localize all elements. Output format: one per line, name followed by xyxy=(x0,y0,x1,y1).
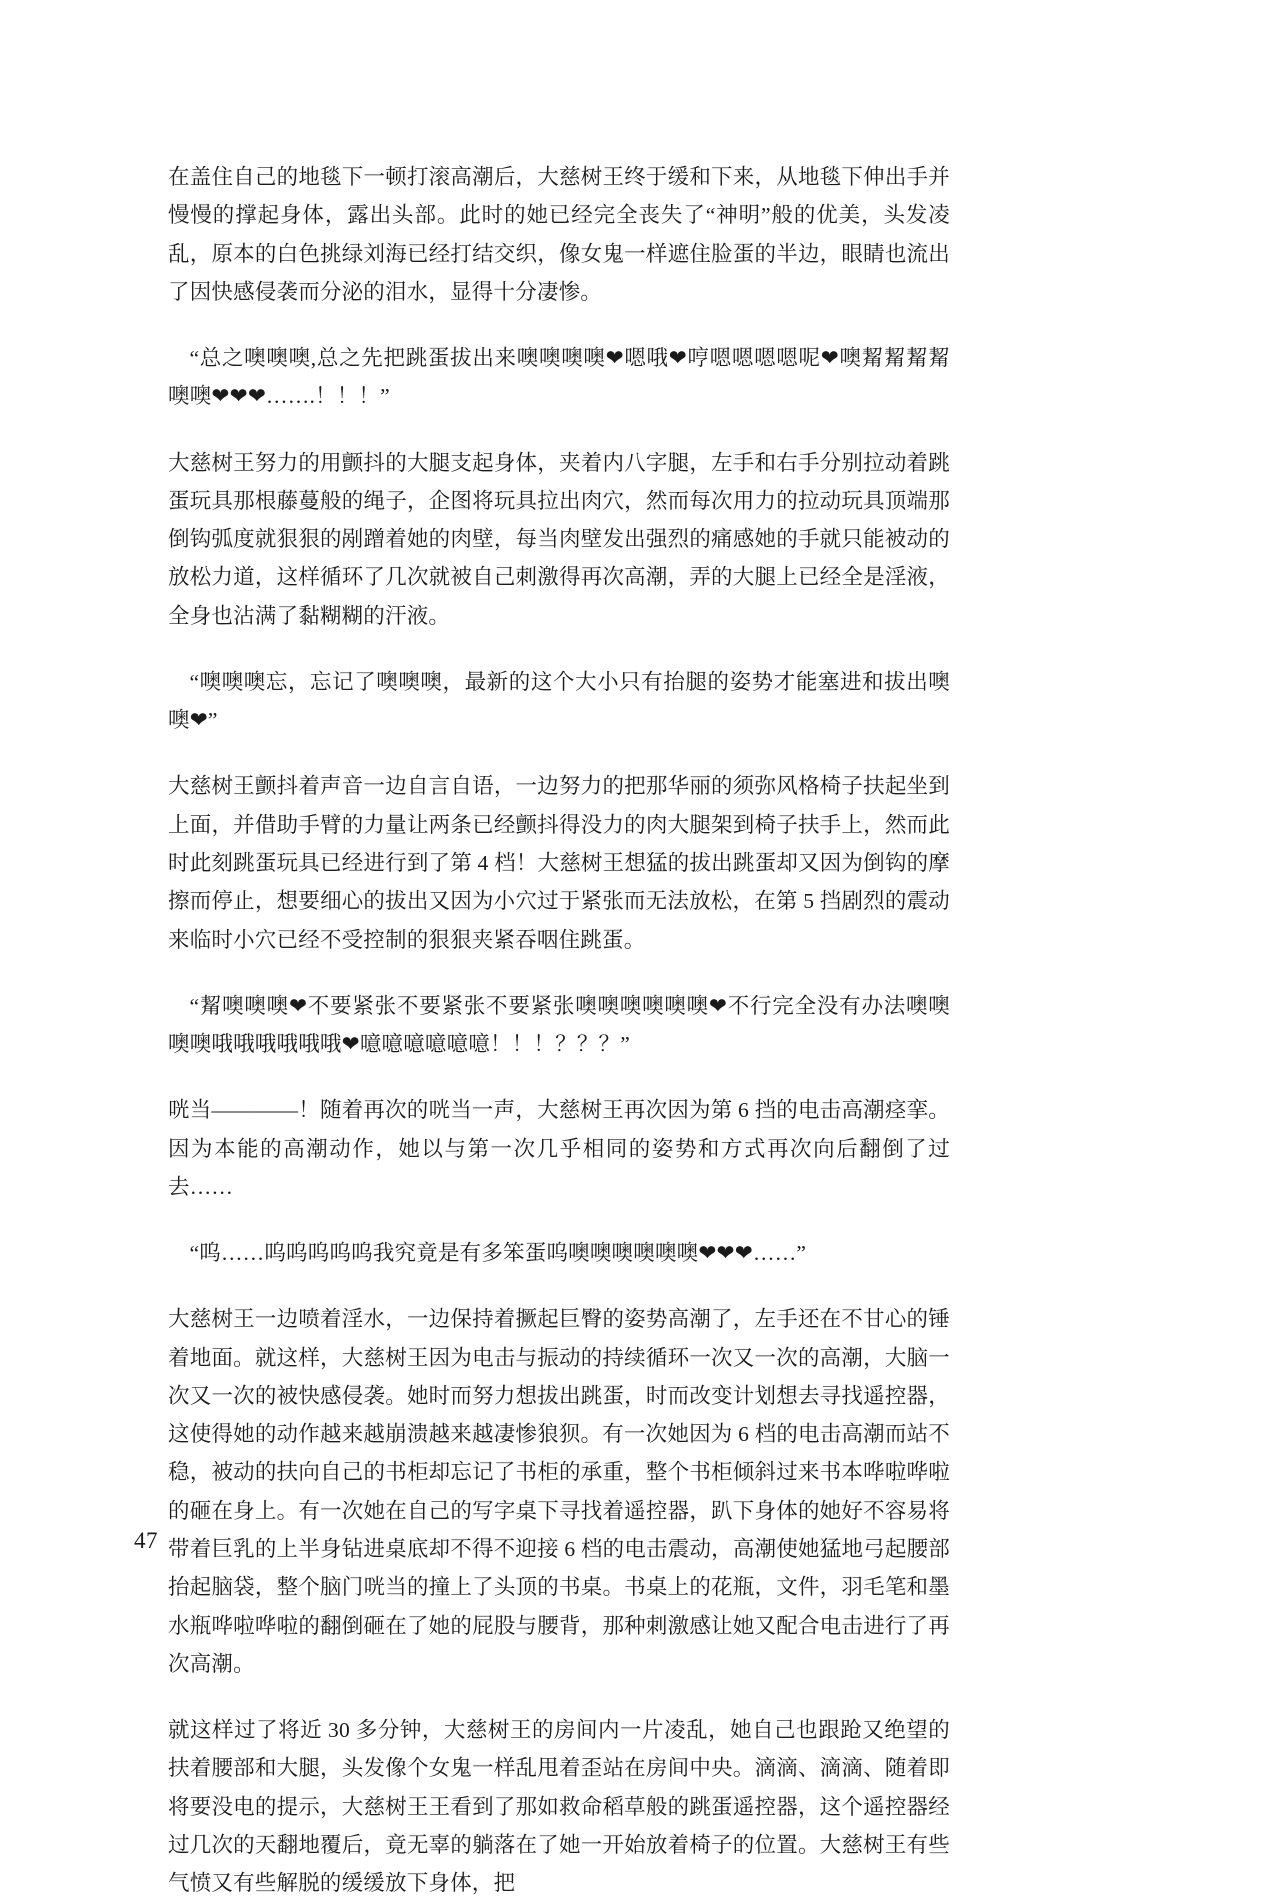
paragraph: “噢噢噢忘，忘记了噢噢噢，最新的这个大小只有抬腿的姿势才能塞进和拔出噢噢❤” xyxy=(168,669,950,733)
paragraph: 就这样过了将近 30 多分钟，大慈树王的房间内一片凌乱，她自己也跟跄又绝望的扶着腰部和大腿，头发像个女鬼一样乱甩着歪站在房间中央。滴滴、滴滴、随着即将要没电的提示，大慈树王王看到了那如救命稻草般的跳蛋遥控器，这个遥控器经过几次的天翻地覆后，竟无辜的躺落在了她一开始放着椅子的位置。大慈树王有些气愤又有些解脱的缓缓放下身体，把 xyxy=(168,1718,950,1896)
paragraph: “觢噢噢噢❤不要紧张不要紧张不要紧张噢噢噢噢噢噢❤不行完全没有办法噢噢噢噢哦哦哦哦哦哦❤噫噫噫噫噫噫！！！？？？” xyxy=(168,993,950,1057)
paragraph: 大慈树王颤抖着声音一边自言自语，一边努力的把那华丽的须弥风格椅子扶起坐到上面，并借助手臂的力量让两条已经颤抖得没力的肉大腿架到椅子扶手上，然而此时此刻跳蛋玩具已经进行到了第 4 档！大慈树王想猛的拔出跳蛋却又因为倒钩的摩擦而停止，想要细心的拔出又因为小穴过于紧张而无法放松，在第 5 挡剧烈的震动来临时小穴已经不受控制的狠狠夹紧吞咽住跳蛋。 xyxy=(168,774,950,952)
paragraph: 在盖住自己的地毯下一顿打滚高潮后，大慈树王终于缓和下来，从地毯下伸出手并慢慢的撑起身体，露出头部。此时的她已经完全丧失了“神明”般的优美，头发凌乱，原本的白色挑绿刘海已经打结交织，像女鬼一样遮住脸蛋的半边，眼睛也流出了因快感侵袭而分泌的泪水，显得十分凄惨。 xyxy=(168,165,950,304)
page-number: 47 xyxy=(134,1528,158,1553)
page-text-body xyxy=(168,158,950,1902)
paragraph: 大慈树王努力的用颤抖的大腿支起身体，夹着内八字腿，左手和右手分别拉动着跳蛋玩具那根藤蔓般的绳子，企图将玩具拉出肉穴，然而每次用力的拉动玩具顶端那倒钩弧度就狠狠的剐蹭着她的肉壁，每当肉壁发出强烈的痛感她的手就只能被动的放松力道，这样循环了几次就被自己刺激得再次高潮，弄的大腿上已经全是淫液，全身也沾满了黏糊糊的汗液。 xyxy=(168,450,950,628)
paragraph: “总之噢噢噢,总之先把跳蛋拔出来噢噢噢噢❤嗯哦❤哼嗯嗯嗯嗯呢❤噢觢觢觢觢噢噢❤❤❤…….！！！” xyxy=(168,346,950,409)
paragraph: 大慈树王一边喷着淫水，一边保持着撅起巨臀的姿势高潮了，左手还在不甘心的锤着地面。就这样，大慈树王因为电击与振动的持续循环一次又一次的高潮，大脑一次又一次的被快感侵袭。她时而努力想拔出跳蛋，时而改变计划想去寻找遥控器，这使得她的动作越来越崩溃越来越凄惨狼狈。有一次她因为 6 档的电击高潮而站不稳，被动的扶向自己的书柜却忘记了书柜的承重，整个书柜倾斜过来书本哗啦哗啦的砸在身上。有一次她在自己的写字桌下寻找着遥控器，趴下身体的她好不容易将带着巨乳的上半身钻进桌底却不得不迎接 6 档的电击震动，高潮使她猛地弓起腰部抬起脑袋，整个脑门咣当的撞上了头顶的书桌。书桌上的花瓶，文件，羽毛笔和墨水瓶哗啦哗啦的翻倒砸在了她的屁股与腰背，那种刺激感让她又配合电击进行了再次高潮。 xyxy=(168,1307,950,1676)
paragraph: “呜……呜呜呜呜呜我究竟是有多笨蛋呜噢噢噢噢噢噢❤❤❤……” xyxy=(189,1241,807,1266)
paragraph: 咣当————！随着再次的咣当一声，大慈树王再次因为第 6 挡的电击高潮痉挛。因为本能的高潮动作，她以与第一次几乎相同的姿势和方式再次向后翻倒了过去…… xyxy=(168,1098,950,1199)
